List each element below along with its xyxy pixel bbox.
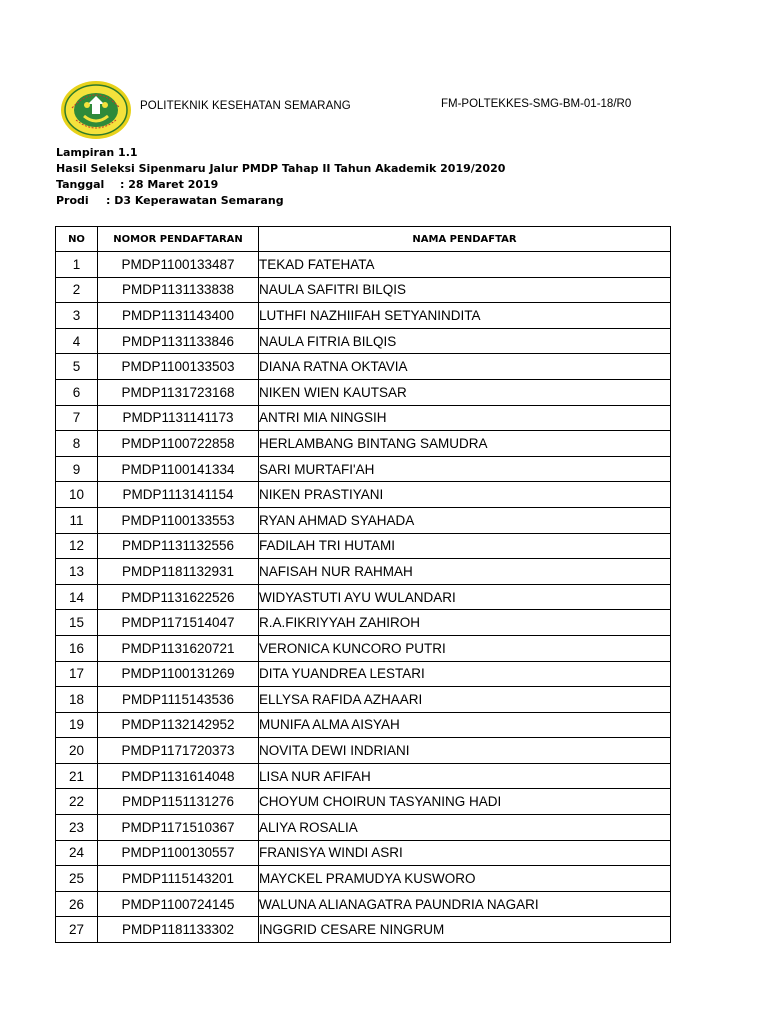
applicant-name: ALIYA ROSALIA (259, 815, 671, 841)
applicant-name: R.A.FIKRIYYAH ZAHIROH (259, 610, 671, 636)
registration-number: PMDP1131141173 (98, 405, 259, 431)
applicant-name: CHOYUM CHOIRUN TASYANING HADI (259, 789, 671, 815)
row-number: 9 (56, 456, 98, 482)
table-row (56, 738, 671, 764)
applicant-name: TEKAD FATEHATA (259, 252, 671, 278)
registration-number: PMDP1115143201 (98, 866, 259, 892)
column-header-applicant-name: NAMA PENDAFTAR (259, 227, 671, 252)
table-header-row (56, 227, 671, 252)
applicant-name: MUNIFA ALMA AISYAH (259, 712, 671, 738)
registration-number: PMDP1171510367 (98, 815, 259, 841)
table-row (56, 891, 671, 917)
table-row (56, 482, 671, 508)
registration-number: PMDP1131133838 (98, 277, 259, 303)
applicant-name: NOVITA DEWI INDRIANI (259, 738, 671, 764)
registration-number: PMDP1171720373 (98, 738, 259, 764)
row-number: 1 (56, 252, 98, 278)
date-value: : 28 Maret 2019 (120, 178, 219, 191)
program-label: Prodi (56, 194, 89, 207)
applicant-name: FRANISYA WINDI ASRI (259, 840, 671, 866)
column-header-no: NO (56, 227, 98, 252)
row-number: 2 (56, 277, 98, 303)
registration-number: PMDP1100141334 (98, 456, 259, 482)
row-number: 21 (56, 763, 98, 789)
date-row (56, 177, 505, 193)
applicant-name: RYAN AHMAD SYAHADA (259, 507, 671, 533)
row-number: 27 (56, 917, 98, 943)
column-header-registration-number: NOMOR PENDAFTARAN (98, 227, 259, 252)
row-number: 4 (56, 328, 98, 354)
applicant-name: WIDYASTUTI AYU WULANDARI (259, 584, 671, 610)
applicant-name: ELLYSA RAFIDA AZHAARI (259, 687, 671, 713)
table-row (56, 405, 671, 431)
table-row (56, 456, 671, 482)
registration-number: PMDP1100724145 (98, 891, 259, 917)
registration-number: PMDP1131622526 (98, 584, 259, 610)
applicant-name: SARI MURTAFI'AH (259, 456, 671, 482)
table-row (56, 917, 671, 943)
table-row (56, 610, 671, 636)
table-row (56, 379, 671, 405)
registration-number: PMDP1181133302 (98, 917, 259, 943)
row-number: 11 (56, 507, 98, 533)
registration-number: PMDP1100722858 (98, 431, 259, 457)
table-row (56, 635, 671, 661)
table-row (56, 303, 671, 329)
registration-number: PMDP1100131269 (98, 661, 259, 687)
applicant-name: NAULA SAFITRI BILQIS (259, 277, 671, 303)
row-number: 14 (56, 584, 98, 610)
row-number: 25 (56, 866, 98, 892)
row-number: 6 (56, 379, 98, 405)
table-row (56, 712, 671, 738)
table-row (56, 661, 671, 687)
row-number: 26 (56, 891, 98, 917)
registration-number: PMDP1131614048 (98, 763, 259, 789)
table-row (56, 840, 671, 866)
table-row (56, 584, 671, 610)
table-row (56, 866, 671, 892)
table-row (56, 252, 671, 278)
row-number: 5 (56, 354, 98, 380)
row-number: 13 (56, 559, 98, 585)
row-number: 7 (56, 405, 98, 431)
applicant-name: VERONICA KUNCORO PUTRI (259, 635, 671, 661)
table-row (56, 328, 671, 354)
row-number: 15 (56, 610, 98, 636)
table-row (56, 431, 671, 457)
row-number: 8 (56, 431, 98, 457)
applicant-name: HERLAMBANG BINTANG SAMUDRA (259, 431, 671, 457)
row-number: 17 (56, 661, 98, 687)
registration-number: PMDP1100133503 (98, 354, 259, 380)
program-row (56, 193, 505, 209)
applicant-name: ANTRI MIA NINGSIH (259, 405, 671, 431)
applicant-name: DITA YUANDREA LESTARI (259, 661, 671, 687)
row-number: 24 (56, 840, 98, 866)
attachment-label: Lampiran 1.1 (56, 146, 138, 159)
registration-number: PMDP1131723168 (98, 379, 259, 405)
table-row (56, 687, 671, 713)
applicant-name: MAYCKEL PRAMUDYA KUSWORO (259, 866, 671, 892)
registration-number: PMDP1113141154 (98, 482, 259, 508)
date-label: Tanggal (56, 178, 105, 191)
row-number: 20 (56, 738, 98, 764)
document-meta (56, 145, 505, 209)
applicant-name: LUTHFI NAZHIIFAH SETYANINDITA (259, 303, 671, 329)
applicant-name: NAFISAH NUR RAHMAH (259, 559, 671, 585)
registration-number: PMDP1131133846 (98, 328, 259, 354)
applicant-table (55, 226, 671, 943)
registration-number: PMDP1131143400 (98, 303, 259, 329)
registration-number: PMDP1131620721 (98, 635, 259, 661)
registration-number: PMDP1115143536 (98, 687, 259, 713)
row-number: 18 (56, 687, 98, 713)
table-row (56, 815, 671, 841)
row-number: 10 (56, 482, 98, 508)
table-row (56, 354, 671, 380)
registration-number: PMDP1132142952 (98, 712, 259, 738)
registration-number: PMDP1181132931 (98, 559, 259, 585)
table-row (56, 789, 671, 815)
applicant-name: DIANA RATNA OKTAVIA (259, 354, 671, 380)
row-number: 16 (56, 635, 98, 661)
registration-number: PMDP1100133553 (98, 507, 259, 533)
table-body (56, 252, 671, 943)
table-row (56, 507, 671, 533)
form-code: FM-POLTEKKES-SMG-BM-01-18/R0 (441, 98, 632, 110)
row-number: 23 (56, 815, 98, 841)
table-row (56, 763, 671, 789)
applicant-name: NIKEN WIEN KAUTSAR (259, 379, 671, 405)
registration-number: PMDP1151131276 (98, 789, 259, 815)
applicant-name: LISA NUR AFIFAH (259, 763, 671, 789)
registration-number: PMDP1100133487 (98, 252, 259, 278)
row-number: 22 (56, 789, 98, 815)
institution-emblem-icon (60, 80, 132, 140)
registration-number: PMDP1131132556 (98, 533, 259, 559)
applicant-name: INGGRID CESARE NINGRUM (259, 917, 671, 943)
document-subtitle: Hasil Seleksi Sipenmaru Jalur PMDP Tahap II Tahun Akademik 2019/2020 (56, 162, 506, 175)
institution-logo (60, 80, 132, 140)
applicant-name: NIKEN PRASTIYANI (259, 482, 671, 508)
table-row (56, 277, 671, 303)
table-row (56, 559, 671, 585)
row-number: 12 (56, 533, 98, 559)
row-number: 3 (56, 303, 98, 329)
applicant-name: FADILAH TRI HUTAMI (259, 533, 671, 559)
registration-number: PMDP1171514047 (98, 610, 259, 636)
row-number: 19 (56, 712, 98, 738)
program-value: : D3 Keperawatan Semarang (106, 194, 284, 207)
applicant-name: NAULA FITRIA BILQIS (259, 328, 671, 354)
applicant-name: WALUNA ALIANAGATRA PAUNDRIA NAGARI (259, 891, 671, 917)
registration-number: PMDP1100130557 (98, 840, 259, 866)
institution-name: POLITEKNIK KESEHATAN SEMARANG (140, 100, 351, 112)
table-row (56, 533, 671, 559)
